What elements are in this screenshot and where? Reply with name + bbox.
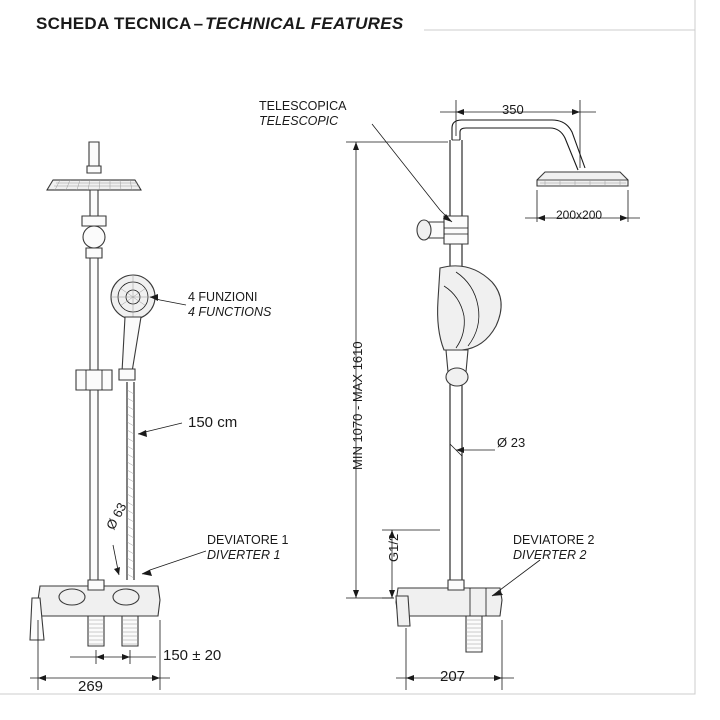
dim-label-body-width-front: 269 <box>78 678 104 695</box>
dim-label-inlet-centers: 150 ± 20 <box>163 647 222 664</box>
page-title-it: SCHEDA TECNICA <box>36 14 192 33</box>
dim-label-handshower-diameter: Ø 63 <box>103 500 130 533</box>
leader-diameter63-arrow <box>114 567 120 575</box>
label-diverter1-it: DEVIATORE 1 <box>207 533 289 547</box>
side-arm-outer <box>452 120 585 168</box>
dim-inlet-centers <box>70 650 156 664</box>
label-diverter2-it: DEVIATORE 2 <box>513 533 595 547</box>
label-telescopic-en: TELESCOPIC <box>259 114 339 128</box>
page-title-separator: – <box>193 14 204 33</box>
label-functions-en: 4 FUNCTIONS <box>188 305 272 319</box>
leader-diverter2 <box>492 560 540 596</box>
front-ball-joint <box>83 226 105 248</box>
front-view <box>30 142 206 690</box>
dim-label-head-size: 200x200 <box>556 208 603 222</box>
dim-label-arm-reach: 350 <box>502 102 524 117</box>
label-telescopic-it: TELESCOPICA <box>259 99 347 113</box>
leader-riser-diameter <box>450 444 495 456</box>
label-functions-it: 4 FUNZIONI <box>188 290 258 304</box>
front-slider-bracket <box>76 370 112 390</box>
side-inlet-shank <box>466 616 482 652</box>
dim-label-height-range: MIN 1070 - MAX 1610 <box>350 341 365 470</box>
side-view <box>346 100 640 690</box>
front-joint-base <box>86 248 102 258</box>
front-hose-coils <box>127 390 134 578</box>
leader-hose-arrow <box>138 430 147 437</box>
side-shower-head <box>537 172 628 186</box>
label-functions <box>188 290 271 320</box>
page-title-en: TECHNICAL FEATURES <box>205 14 404 33</box>
dim-label-riser-diameter: Ø 23 <box>497 435 526 450</box>
label-diverter2-en: DIVERTER 2 <box>513 548 587 562</box>
dim-label-body-width-side: 207 <box>440 668 466 685</box>
dim-label-hose-length: 150 cm <box>188 414 238 431</box>
front-shower-arm <box>89 142 99 168</box>
label-diverter2 <box>513 533 595 563</box>
front-upper-joint <box>82 216 106 226</box>
label-diverter1-en: DIVERTER 1 <box>207 548 281 562</box>
label-diverter1 <box>207 533 289 563</box>
front-inlet-shanks <box>88 616 138 646</box>
front-handshower <box>111 275 155 380</box>
leader-telescopic <box>372 124 452 222</box>
dim-label-inlet-thread: G1/2 <box>386 533 401 562</box>
front-arm-collar <box>87 166 101 173</box>
side-upper-diverter <box>417 216 468 244</box>
leader-diverter1 <box>142 551 206 574</box>
side-handshower <box>438 266 502 386</box>
side-arm-inner <box>460 128 578 170</box>
label-telescopic <box>259 99 347 129</box>
side-mixer-body <box>396 580 502 626</box>
front-shower-head <box>47 180 141 190</box>
